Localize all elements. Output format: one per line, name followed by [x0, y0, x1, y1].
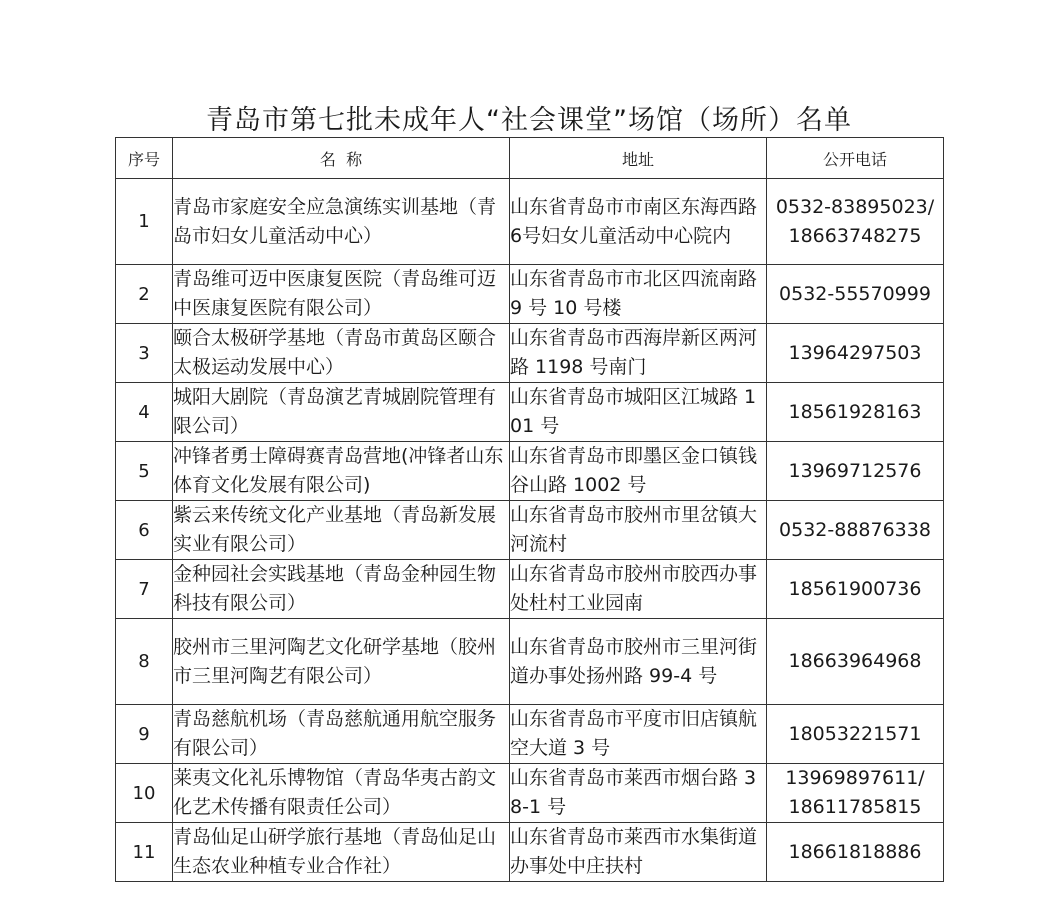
venue-phone-text: 13964297503 — [788, 341, 922, 364]
venue-address-text: 山东省青岛市城阳区江城路 101 号 — [510, 386, 757, 437]
venue-phone — [767, 823, 944, 882]
venue-phone-text: 0532-83895023/ 18663748275 — [775, 195, 935, 247]
venue-address — [510, 383, 767, 442]
venue-name-text: 颐合太极研学基地（青岛市黄岛区颐合太极运动发展中心） — [173, 327, 497, 378]
venue-phone — [767, 619, 944, 705]
venue-phone — [767, 705, 944, 764]
venue-address-text: 山东省青岛市莱西市烟台路 38-1 号 — [510, 767, 757, 818]
table-row — [116, 442, 944, 501]
venue-name — [173, 442, 510, 501]
row-number: 4 — [116, 383, 173, 442]
venue-address — [510, 501, 767, 560]
venue-phone-text: 18663964968 — [788, 650, 922, 672]
table-row — [116, 501, 944, 560]
table-row — [116, 560, 944, 619]
venue-phone-text: 18561900736 — [788, 577, 922, 600]
venue-address — [510, 619, 767, 705]
table-row — [116, 764, 944, 823]
venue-name-text: 青岛维可迈中医康复医院（青岛维可迈中医康复医院有限公司） — [173, 268, 497, 319]
table-row — [116, 324, 944, 383]
venue-name — [173, 265, 510, 324]
venue-name-text: 紫云来传统文化产业基地（青岛新发展实业有限公司） — [173, 504, 497, 555]
venue-name-text: 冲锋者勇士障碍赛青岛营地(冲锋者山东体育文化发展有限公司) — [173, 445, 504, 496]
venue-address — [510, 560, 767, 619]
table-row — [116, 823, 944, 882]
table-row — [116, 705, 944, 764]
venue-phone-text: 13969897611/ 18611785815 — [785, 767, 925, 818]
header-phone: 公开电话 — [767, 138, 944, 179]
venue-name-text: 青岛慈航机场（青岛慈航通用航空服务有限公司） — [173, 708, 497, 759]
table-row — [116, 265, 944, 324]
venue-phone — [767, 764, 944, 823]
venue-phone — [767, 560, 944, 619]
venue-name — [173, 619, 510, 705]
venue-name-text: 城阳大剧院（青岛演艺青城剧院管理有限公司） — [173, 386, 497, 437]
page-title: 青岛市第七批未成年人“社会课堂”场馆（场所）名单 — [206, 105, 852, 136]
table-row — [116, 179, 944, 265]
venue-phone-text: 18053221571 — [788, 722, 922, 745]
venue-address — [510, 442, 767, 501]
row-number: 8 — [116, 619, 173, 705]
header-name: 名 称 — [173, 138, 510, 179]
header-address: 地址 — [510, 138, 767, 179]
venue-name-text: 青岛仙足山研学旅行基地（青岛仙足山生态农业种植专业合作社） — [173, 826, 497, 877]
venue-name-text: 胶州市三里河陶艺文化研学基地（胶州市三里河陶艺有限公司） — [173, 635, 497, 687]
venue-phone-text: 13969712576 — [788, 459, 922, 482]
venue-phone-text: 0532-55570999 — [779, 282, 931, 305]
venue-phone-text: 18561928163 — [788, 400, 922, 423]
venue-name — [173, 764, 510, 823]
venue-phone — [767, 265, 944, 324]
venue-phone — [767, 383, 944, 442]
venue-address-text: 山东省青岛市西海岸新区两河路 1198 号南门 — [510, 327, 758, 378]
venue-address — [510, 324, 767, 383]
table-row — [116, 619, 944, 705]
venue-address-text: 山东省青岛市市北区四流南路 9 号 10 号楼 — [510, 268, 758, 319]
venue-address-text: 山东省青岛市胶州市里岔镇大河流村 — [510, 504, 758, 555]
venue-address — [510, 179, 767, 265]
header-no: 序号 — [116, 138, 173, 179]
venue-address-text: 山东省青岛市即墨区金口镇钱谷山路 1002 号 — [510, 445, 758, 496]
venue-phone — [767, 442, 944, 501]
row-number: 3 — [116, 324, 173, 383]
venue-phone-text: 0532-88876338 — [779, 518, 931, 541]
venue-address-text: 山东省青岛市胶州市三里河街道办事处扬州路 99-4 号 — [510, 635, 758, 687]
venue-name-text: 莱夷文化礼乐博物馆（青岛华夷古韵文化艺术传播有限责任公司） — [173, 767, 497, 818]
row-number: 5 — [116, 442, 173, 501]
venue-name — [173, 560, 510, 619]
row-number: 2 — [116, 265, 173, 324]
venue-phone — [767, 501, 944, 560]
venue-name-text: 金种园社会实践基地（青岛金种园生物科技有限公司） — [173, 563, 497, 614]
venue-address-text: 山东省青岛市平度市旧店镇航空大道 3 号 — [510, 708, 758, 759]
venue-name — [173, 501, 510, 560]
venue-address — [510, 823, 767, 882]
venue-name — [173, 179, 510, 265]
table-row — [116, 383, 944, 442]
venue-address-text: 山东省青岛市市南区东海西路6号妇女儿童活动中心院内 — [510, 195, 758, 247]
venue-name — [173, 383, 510, 442]
venue-address — [510, 764, 767, 823]
row-number: 9 — [116, 705, 173, 764]
table-header-row — [116, 138, 944, 179]
venue-name — [173, 823, 510, 882]
row-number: 10 — [116, 764, 173, 823]
venue-name — [173, 705, 510, 764]
venue-table — [115, 137, 944, 882]
venue-name — [173, 324, 510, 383]
row-number: 6 — [116, 501, 173, 560]
venue-address — [510, 265, 767, 324]
venue-phone — [767, 324, 944, 383]
row-number: 11 — [116, 823, 173, 882]
venue-address — [510, 705, 767, 764]
venue-phone-text: 18661818886 — [788, 840, 922, 863]
venue-name-text: 青岛市家庭安全应急演练实训基地（青岛市妇女儿童活动中心） — [173, 195, 497, 247]
venue-address-text: 山东省青岛市莱西市水集街道办事处中庄扶村 — [510, 826, 758, 877]
row-number: 1 — [116, 179, 173, 265]
venue-phone — [767, 179, 944, 265]
venue-address-text: 山东省青岛市胶州市胶西办事处杜村工业园南 — [510, 563, 758, 614]
row-number: 7 — [116, 560, 173, 619]
